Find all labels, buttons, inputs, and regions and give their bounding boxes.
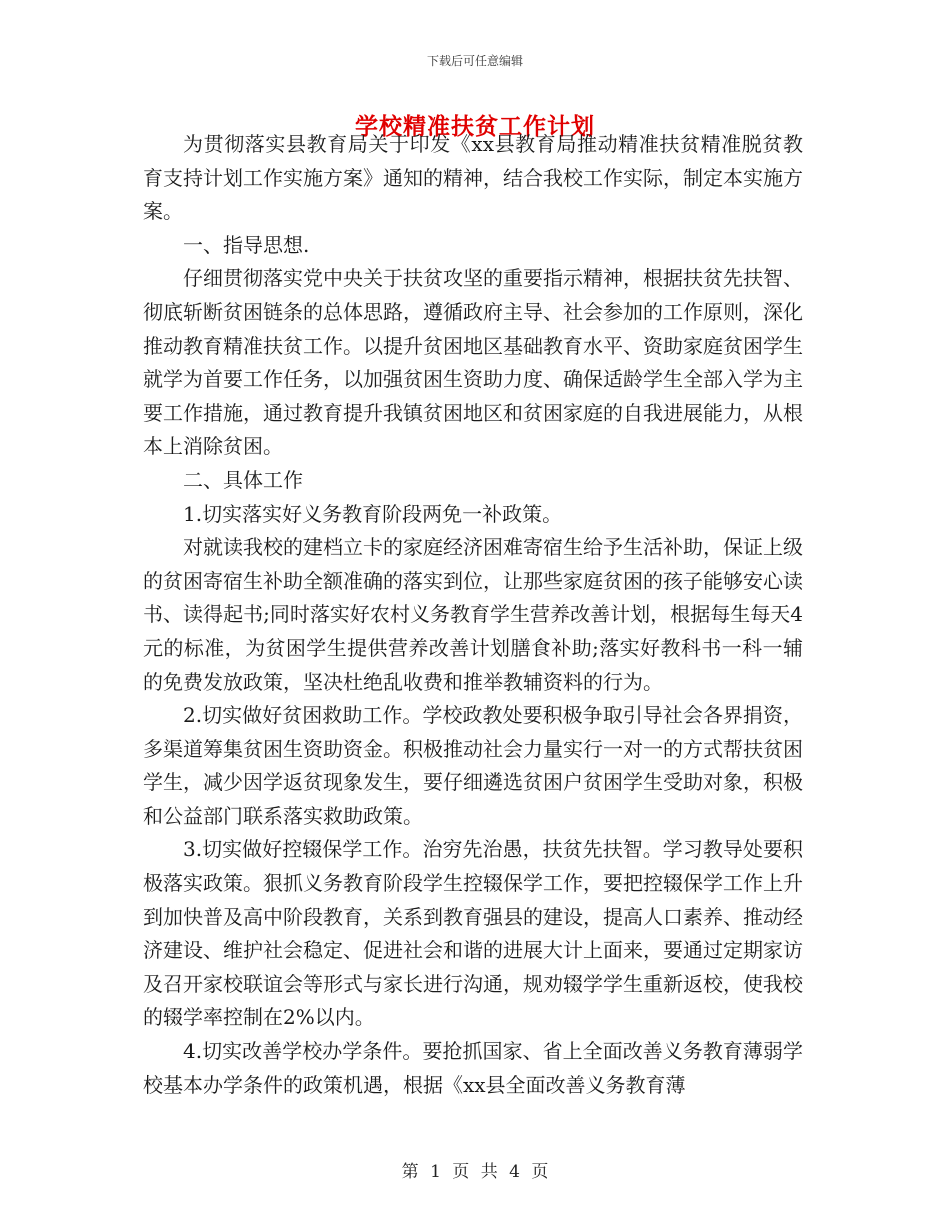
header-note: 下载后可任意编辑	[426, 54, 523, 68]
paragraph-item-1: 对就读我校的建档立卡的家庭经济困难寄宿生给予生活补助，保证上级的贫困寄宿生补助全额准确的落实到位，让那些家庭贫困的孩子能够安心读书、读得起书;同时落实好农村义务教育学生营养改善计划，根据每生每天4元的标准，为贫困学生提供营养改善计划膳食补助;落实好教科书一科一辅的免费发放政策，坚决杜绝乱收费和推举教辅资料的行为。	[143, 535, 803, 694]
section-heading-specific-work: 二、具体工作	[183, 467, 303, 492]
paragraph-intro: 为贯彻落实县教育局关于印发《xx县教育局推动精准扶贫精准脱贫教育支持计划工作实施方案》通知的精神，结合我校工作实际，制定本实施方案。	[143, 132, 803, 224]
document-title: 学校精准扶贫工作计划	[355, 113, 595, 140]
page-number-footer: 第 1 页 共 4 页	[401, 1162, 549, 1182]
paragraph-guiding-thought: 仔细贯彻落实党中央关于扶贫攻坚的重要指示精神，根据扶贫先扶智、彻底斩断贫困链条的总体思路，遵循政府主导、社会参加的工作原则，深化推动教育精准扶贫工作。以提升贫困地区基础教育水平、资助家庭贫困学生就学为首要工作任务，以加强贫困生资助力度、确保适龄学生全部入学为主要工作措施，通过教育提升我镇贫困地区和贫困家庭的自我进展能力，从根本上消除贫困。	[143, 266, 803, 459]
document-body	[143, 128, 803, 1102]
paragraph-item-2: 2.切实做好贫困救助工作。学校政教处要积极争取引导社会各界捐资，多渠道筹集贫困生资助资金。积极推动社会力量实行一对一的方式帮扶贫困学生，减少因学返贫现象发生，要仔细遴选贫困户贫困学生受助对象，积极和公益部门联系落实救助政策。	[143, 703, 803, 828]
item-heading-1: 1.切实落实好义务教育阶段两免一补政策。	[183, 501, 563, 526]
paragraph-item-4: 4.切实改善学校办学条件。要抢抓国家、省上全面改善义务教育薄弱学校基本办学条件的政策机遇，根据《xx县全面改善义务教育薄	[143, 1039, 803, 1097]
paragraph-item-3: 3.切实做好控辍保学工作。治穷先治愚，扶贫先扶智。学习教导处要积极落实政策。狠抓义务教育阶段学生控辍保学工作，要把控辍保学工作上升到加快普及高中阶段教育，关系到教育强县的建设，提高人口素养、推动经济建设、维护社会稳定、促进社会和谐的进展大计上面来，要通过定期家访及召开家校联谊会等形式与家长进行沟通，规劝辍学学生重新返校，使我校的辍学率控制在2%以内。	[143, 837, 803, 1030]
section-heading-guiding-thought: 一、指导思想.	[183, 232, 310, 257]
